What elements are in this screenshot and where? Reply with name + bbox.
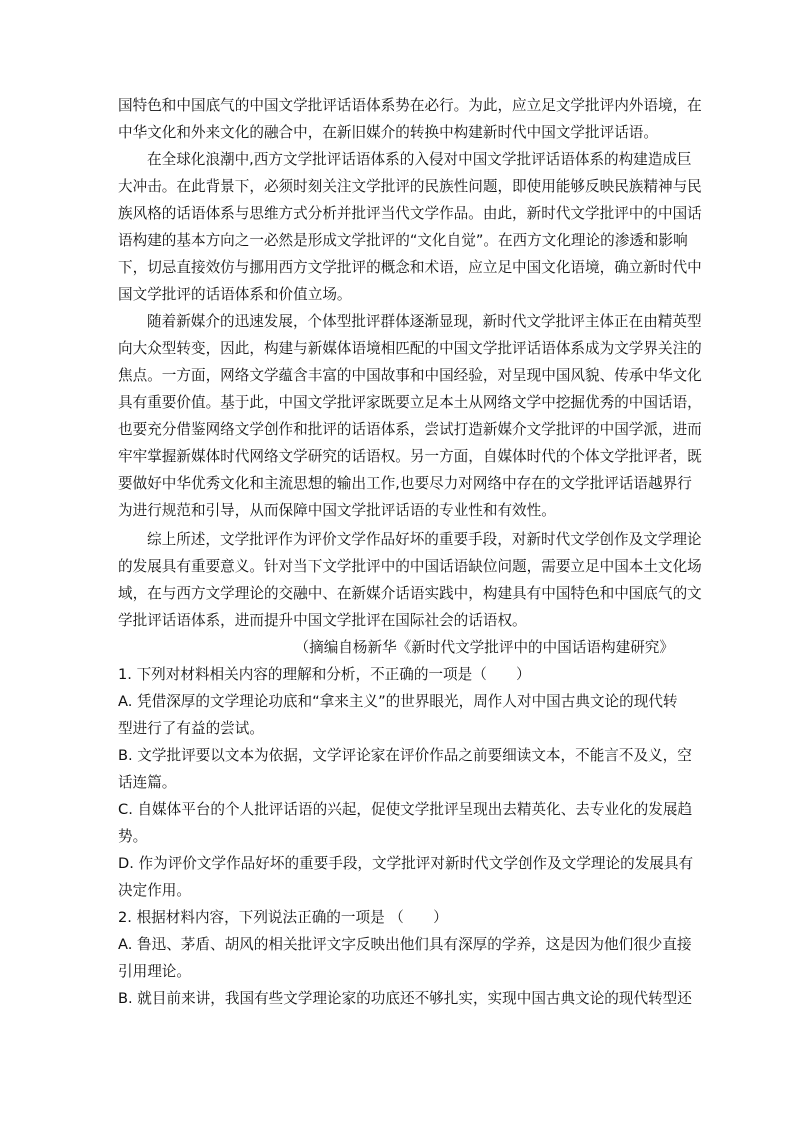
text-line: 国特色和中国底气的中国文学批评话语体系势在必行。为此，应立足文学批评内外语境，在 — [118, 97, 702, 114]
text-line: 为进行规范和引导，从而保障中国文学批评话语的专业性和有效性。 — [118, 502, 556, 519]
q2-option-b: B. 就目前来讲，我国有些文学理论家的功底还不够扎实，实现中国古典文论的现代转型还 — [118, 990, 692, 1007]
q2-option-a-cont: 引用理论。 — [118, 963, 191, 980]
text-line: 语构建的基本方向之一必然是形成文学批评的“文化自觉”。在西方文化理论的渗透和影响 — [118, 232, 688, 249]
text-line: 综上所述，文学批评作为评价文学作品好坏的重要手段，对新时代文学创作及文学理论 — [147, 531, 702, 548]
text-line: 的发展具有重要意义。针对当下文学批评中的中国话语缺位问题，需要立足中国本土文化场 — [118, 558, 702, 575]
text-line: 牢牢掌握新媒体时代网络文学研究的话语权。另一方面，自媒体时代的个体文学批评者，既 — [118, 448, 702, 465]
text-line: 随着新媒介的迅速发展，个体型批评群体逐渐显现，新时代文学批评主体正在由精英型 — [147, 313, 702, 330]
text-line: 焦点。一方面，网络文学蕴含丰富的中国故事和中国经验，对呈现中国风貌、传承中华文化 — [118, 367, 702, 384]
text-line: 要做好中华优秀文化和主流思想的输出工作,也要尽力对网络中存在的文学批评话语越界行 — [118, 475, 692, 492]
text-line: 大冲击。在此背景下，必须时刻关注文学批评的民族性问题，即使用能够反映民族精神与民 — [118, 178, 702, 195]
text-line: 学批评话语体系，进而提升中国文学批评在国际社会的话语权。 — [118, 612, 527, 629]
q1-option-b-cont: 话连篇。 — [118, 774, 177, 791]
text-line: 国文学批评的话语体系和价值立场。 — [118, 286, 352, 303]
q1-option-c: C. 自媒体平台的个人批评话语的兴起，促使文学批评呈现出去精英化、去专业化的发展趋 — [118, 801, 693, 818]
q1-option-a-cont: 型进行了有益的尝试。 — [118, 720, 264, 737]
q1-option-c-cont: 势。 — [118, 828, 148, 845]
q1-option-a: A. 凭借深厚的文学理论功底和“拿来主义”的世界眼光，周作人对中国古典文论的现代转 — [118, 693, 678, 710]
q1-option-d: D. 作为评价文学作品好坏的重要手段，文学批评对新时代文学创作及文学理论的发展具有 — [118, 855, 694, 872]
text-line: 族风格的话语体系与思维方式分析并批评当代文学作品。由此，新时代文学批评中的中国话 — [118, 205, 702, 222]
source-citation: （摘编自杨新华《新时代文学批评中的中国话语构建研究》 — [294, 639, 674, 656]
q2-option-a: A. 鲁迅、茅盾、胡风的相关批评文字反映出他们具有深厚的学养，这是因为他们很少直接 — [118, 936, 692, 953]
q1-option-b: B. 文学批评要以文本为依据，文学评论家在评价作品之前要细读文本，不能言不及义，空 — [118, 747, 692, 764]
text-line: 中华文化和外来文化的融合中，在新旧媒介的转换中构建新时代中国文学批评话语。 — [118, 124, 658, 141]
question-1-stem: 1. 下列对材料相关内容的理解和分析，不正确的一项是（ ） — [118, 666, 531, 683]
text-line: 域，在与西方文学理论的交融中、在新媒介话语实践中，构建具有中国特色和中国底气的文 — [118, 585, 702, 602]
text-line: 向大众型转变，因此，构建与新媒体语境相匹配的中国文学批评话语体系成为文学界关注的 — [118, 340, 702, 357]
question-2-stem: 2. 根据材料内容，下列说法正确的一项是 （ ） — [118, 909, 448, 926]
text-line: 也要充分借鉴网络文学创作和批评的话语体系，尝试打造新媒介文学批评的中国学派，进而 — [118, 421, 702, 438]
q1-option-d-cont: 决定作用。 — [118, 882, 191, 899]
text-line: 下，切忌直接效仿与挪用西方文学批评的概念和术语，应立足中国文化语境，确立新时代中 — [118, 259, 702, 276]
text-line: 在全球化浪潮中,西方文学批评话语体系的入侵对中国文学批评话语体系的构建造成巨 — [147, 151, 692, 168]
text-line: 具有重要价值。基于此，中国文学批评家既要立足本土从网络文学中挖掘优秀的中国话语， — [118, 394, 702, 411]
